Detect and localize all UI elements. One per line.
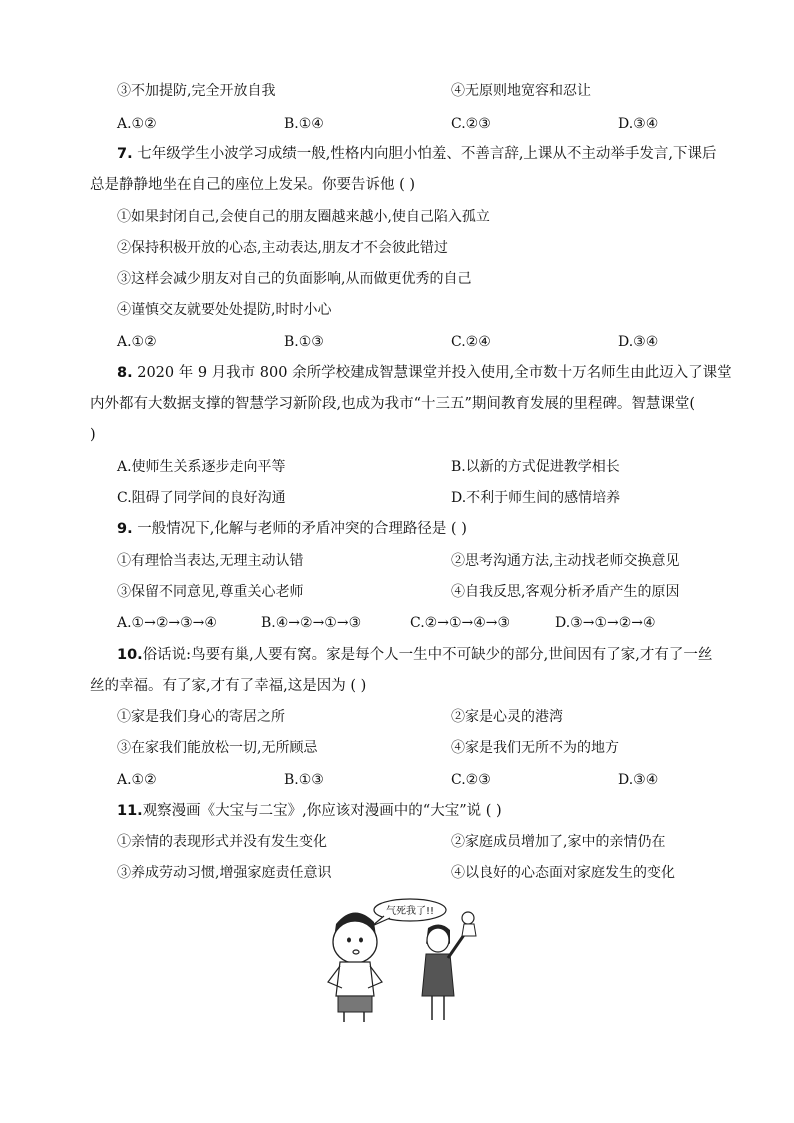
q8-number: 8. <box>117 365 133 381</box>
q7-item-1: ①如果封闭自己,会使自己的朋友圈越来越小,使自己陷入孤立 <box>117 209 490 225</box>
q8-stem-line-2: 内外都有大数据支撑的智慧学习新阶段,也成为我市“十三五”期间教育发展的里程碑。智慧课堂( <box>90 396 696 412</box>
q11-stem-text: 观察漫画《大宝与二宝》,你应该对漫画中的“大宝”说 ( ) <box>142 803 502 819</box>
q7-stem-text: 七年级学生小波学习成绩一般,性格内向胆小怕羞、不善言辞,上课从不主动举手发言,下课后 <box>137 146 717 162</box>
baby-figure <box>462 912 476 936</box>
q9-number: 9. <box>117 521 133 537</box>
q8-stem-line-3: ) <box>90 427 96 443</box>
q10-option-a: A.①② <box>117 772 157 788</box>
q7-stem-line-2: 总是静静地坐在自己的座位上发呆。你要告诉他 ( ) <box>90 177 416 193</box>
q7-number: 7. <box>117 146 133 162</box>
q9-item-3: ③保留不同意见,尊重关心老师 <box>117 584 304 600</box>
q9-option-b: B.④→②→①→③ <box>261 615 362 631</box>
q7-option-d: D.③④ <box>618 334 659 350</box>
q8-option-d: D.不利于师生间的感情培养 <box>451 490 621 506</box>
q8-option-b: B.以新的方式促进教学相长 <box>451 459 620 475</box>
q9-stem-text: 一般情况下,化解与老师的矛盾冲突的合理路径是 ( ) <box>137 521 467 537</box>
q11-item-4: ④以良好的心态面对家庭发生的变化 <box>451 865 675 881</box>
q7-item-2: ②保持积极开放的心态,主动表达,朋友才不会彼此错过 <box>117 240 448 256</box>
q10-option-b: B.①③ <box>284 772 324 788</box>
q8-option-c: C.阻碍了同学间的良好沟通 <box>117 490 286 506</box>
q10-item-1: ①家是我们身心的寄居之所 <box>117 709 285 725</box>
q6-option-c: C.②③ <box>451 116 491 132</box>
q11-item-2: ②家庭成员增加了,家中的亲情仍在 <box>451 834 666 850</box>
q8-option-a: A.使师生关系逐步走向平等 <box>117 459 286 475</box>
q10-item-3: ③在家我们能放松一切,无所顾忌 <box>117 740 318 756</box>
q9-item-2: ②思考沟通方法,主动找老师交换意见 <box>451 553 680 569</box>
q11-item-1: ①亲情的表现形式并没有发生变化 <box>117 834 327 850</box>
speech-bubble-text: 气死我了!! <box>385 906 435 917</box>
q6-option-b: B.①④ <box>284 116 324 132</box>
q11-item-3: ③养成劳动习惯,增强家庭责任意识 <box>117 865 332 881</box>
q9-option-c: C.②→①→④→③ <box>410 615 511 631</box>
q6-option-a: A.①② <box>117 116 157 132</box>
q6-item-4: ④无原则地宽容和忍让 <box>451 83 591 99</box>
q9-option-d: D.③→①→②→④ <box>555 615 656 631</box>
q7-option-c: C.②④ <box>451 334 491 350</box>
q10-stem-text: 俗话说:鸟要有巢,人要有窝。家是每个人一生中不可缺少的部分,世间因有了家,才有了一丝 <box>142 647 713 663</box>
q11-number: 11. <box>117 803 143 819</box>
q10-number: 10. <box>117 647 143 663</box>
q7-option-a: A.①② <box>117 334 157 350</box>
q7-item-4: ④谨慎交友就要处处提防,时时小心 <box>117 302 332 318</box>
q6-item-3: ③不加提防,完全开放自我 <box>117 83 276 99</box>
q10-stem-line-2: 丝的幸福。有了家,才有了幸福,这是因为 ( ) <box>90 678 367 694</box>
q10-item-4: ④家是我们无所不为的地方 <box>451 740 619 756</box>
q7-stem-line-1 <box>117 145 717 163</box>
q7-option-b: B.①③ <box>284 334 324 350</box>
q9-stem-line-1 <box>117 520 467 538</box>
cartoon-illustration <box>318 896 484 1026</box>
q9-item-1: ①有理恰当表达,无理主动认错 <box>117 553 304 569</box>
q10-item-2: ②家是心灵的港湾 <box>451 709 563 725</box>
q11-stem-line-1 <box>117 802 502 820</box>
q10-option-d: D.③④ <box>618 772 659 788</box>
q7-item-3: ③这样会减少朋友对自己的负面影响,从而做更优秀的自己 <box>117 271 472 287</box>
q10-stem-line-1 <box>117 646 712 664</box>
q9-item-4: ④自我反思,客观分析矛盾产生的原因 <box>451 584 680 600</box>
q8-stem-text: 2020 年 9 月我市 800 余所学校建成智慧课堂并投入使用,全市数十万名师生由此迈入了课堂 <box>137 365 732 381</box>
q9-option-a: A.①→②→③→④ <box>117 615 217 631</box>
q6-option-d: D.③④ <box>618 116 659 132</box>
q8-stem-line-1 <box>117 364 732 382</box>
q10-option-c: C.②③ <box>451 772 491 788</box>
